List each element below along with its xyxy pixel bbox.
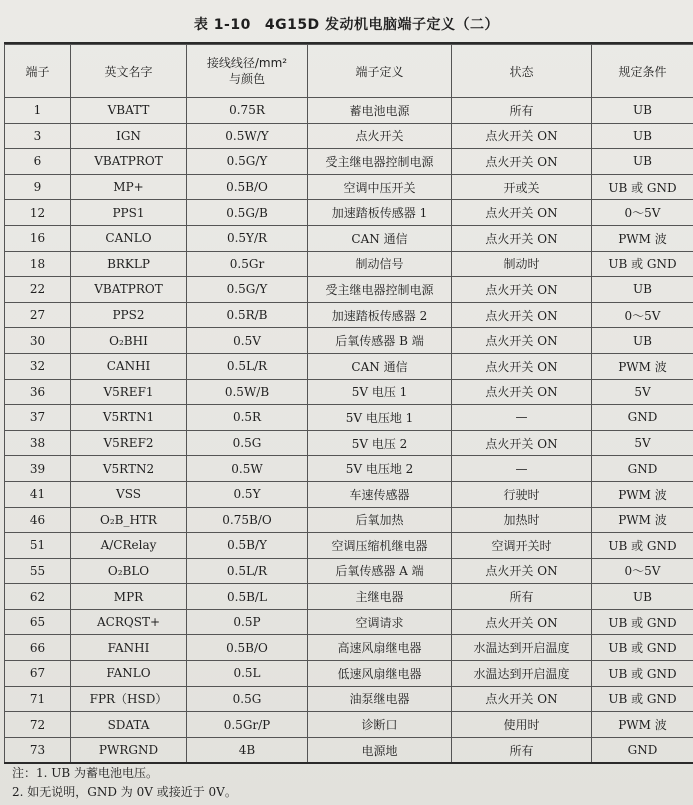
cell-condition: PWM 波 (592, 507, 693, 533)
cell-terminal: 46 (5, 507, 71, 533)
table-number: 表 1-10 (193, 17, 251, 33)
cell-definition: 电源地 (308, 737, 452, 763)
header-wire (187, 45, 308, 98)
cell-definition: 制动信号 (308, 251, 452, 277)
cell-wire: 0.5L (187, 661, 308, 687)
cell-terminal: 67 (5, 661, 71, 687)
cell-definition: 点火开关 (308, 123, 452, 149)
cell-state: 制动时 (452, 251, 592, 277)
cell-english-name: VBATPROT (71, 277, 187, 303)
cell-terminal: 41 (5, 481, 71, 507)
cell-state: 水温达到开启温度 (452, 661, 592, 687)
cell-wire: 0.5B/L (187, 584, 308, 610)
cell-state: 所有 (452, 98, 592, 124)
cell-english-name: MP+ (71, 174, 187, 200)
cell-english-name: VBATT (71, 98, 187, 124)
cell-condition: UB 或 GND (592, 661, 693, 687)
cell-wire: 0.5R (187, 405, 308, 431)
cell-definition: 受主继电器控制电源 (308, 149, 452, 175)
header-definition: 端子定义 (308, 45, 452, 98)
cell-english-name: CANLO (71, 225, 187, 251)
note-1: 注：1. UB 为蓄电池电压。 (12, 766, 159, 780)
cell-wire: 0.5G/Y (187, 149, 308, 175)
cell-state: 点火开关 ON (452, 149, 592, 175)
cell-state: 点火开关 ON (452, 200, 592, 226)
cell-state: 空调开关时 (452, 533, 592, 559)
cell-terminal: 38 (5, 430, 71, 456)
cell-condition: UB (592, 328, 693, 354)
cell-definition: 加速踏板传感器 2 (308, 302, 452, 328)
table-row (5, 456, 693, 482)
table-row (5, 379, 693, 405)
cell-state: 所有 (452, 584, 592, 610)
table-row (5, 353, 693, 379)
cell-terminal: 30 (5, 328, 71, 354)
cell-state: 加热时 (452, 507, 592, 533)
cell-english-name: IGN (71, 123, 187, 149)
cell-definition: 高速风扇继电器 (308, 635, 452, 661)
table-header-row (5, 45, 693, 98)
cell-english-name: O₂B_HTR (71, 507, 187, 533)
cell-wire: 0.5Y/R (187, 225, 308, 251)
cell-condition: UB (592, 584, 693, 610)
header-english-name: 英文名字 (71, 45, 187, 98)
cell-condition: GND (592, 737, 693, 763)
cell-condition: GND (592, 456, 693, 482)
note-2: 2. 如无说明，GND 为 0V 或接近于 0V。 (12, 785, 237, 799)
cell-wire: 0.5W (187, 456, 308, 482)
cell-english-name: CANHI (71, 353, 187, 379)
cell-condition: UB (592, 149, 693, 175)
cell-state: 点火开关 ON (452, 225, 592, 251)
cell-definition: 空调压缩机继电器 (308, 533, 452, 559)
cell-condition: PWM 波 (592, 353, 693, 379)
cell-wire: 0.5Gr (187, 251, 308, 277)
cell-definition: 受主继电器控制电源 (308, 277, 452, 303)
table-row (5, 302, 693, 328)
table-row (5, 174, 693, 200)
cell-condition: 0～5V (592, 558, 693, 584)
cell-english-name: FPR（HSD） (71, 686, 187, 712)
cell-state: 点火开关 ON (452, 686, 592, 712)
table-row (5, 661, 693, 687)
cell-condition: GND (592, 405, 693, 431)
header-wire-line2: 与颜色 (228, 72, 265, 86)
table-row (5, 584, 693, 610)
table-row (5, 200, 693, 226)
table-row (5, 251, 693, 277)
cell-definition: 5V 电压地 2 (308, 456, 452, 482)
cell-state: 点火开关 ON (452, 328, 592, 354)
cell-terminal: 39 (5, 456, 71, 482)
cell-state: 点火开关 ON (452, 302, 592, 328)
cell-condition: 0～5V (592, 302, 693, 328)
cell-english-name: FANHI (71, 635, 187, 661)
cell-terminal: 62 (5, 584, 71, 610)
table-row (5, 686, 693, 712)
cell-terminal: 18 (5, 251, 71, 277)
cell-wire: 0.5G/Y (187, 277, 308, 303)
cell-terminal: 72 (5, 712, 71, 738)
cell-terminal: 37 (5, 405, 71, 431)
cell-wire: 0.5Y (187, 481, 308, 507)
cell-state: 点火开关 ON (452, 609, 592, 635)
cell-terminal: 27 (5, 302, 71, 328)
cell-wire: 0.5B/Y (187, 533, 308, 559)
cell-wire: 0.75B/O (187, 507, 308, 533)
cell-definition: 油泵继电器 (308, 686, 452, 712)
cell-terminal: 6 (5, 149, 71, 175)
table-row (5, 149, 693, 175)
cell-definition: 5V 电压 2 (308, 430, 452, 456)
cell-wire: 0.5B/O (187, 174, 308, 200)
cell-definition: CAN 通信 (308, 353, 452, 379)
cell-terminal: 32 (5, 353, 71, 379)
cell-state: 水温达到开启温度 (452, 635, 592, 661)
cell-definition: 5V 电压地 1 (308, 405, 452, 431)
terminal-definition-table (4, 44, 693, 764)
table-row (5, 98, 693, 124)
cell-english-name: PPS1 (71, 200, 187, 226)
table-row (5, 533, 693, 559)
cell-definition: 蓄电池电源 (308, 98, 452, 124)
cell-condition: UB 或 GND (592, 174, 693, 200)
cell-wire: 0.5W/Y (187, 123, 308, 149)
cell-wire: 0.5R/B (187, 302, 308, 328)
cell-state: 使用时 (452, 712, 592, 738)
cell-definition: 5V 电压 1 (308, 379, 452, 405)
table-title-text: 4G15D 发动机电脑端子定义（二） (264, 17, 500, 33)
table-row (5, 558, 693, 584)
cell-definition: 空调请求 (308, 609, 452, 635)
cell-english-name: V5REF2 (71, 430, 187, 456)
cell-definition: 空调中压开关 (308, 174, 452, 200)
cell-terminal: 16 (5, 225, 71, 251)
cell-state: — (452, 405, 592, 431)
cell-definition: 车速传感器 (308, 481, 452, 507)
header-wire-line1: 接线线径/mm² (206, 56, 288, 70)
cell-english-name: O₂BLO (71, 558, 187, 584)
cell-terminal: 66 (5, 635, 71, 661)
table-row (5, 507, 693, 533)
cell-wire: 0.5V (187, 328, 308, 354)
header-state: 状态 (452, 45, 592, 98)
cell-condition: 0～5V (592, 200, 693, 226)
cell-definition: 诊断口 (308, 712, 452, 738)
cell-wire: 0.5B/O (187, 635, 308, 661)
cell-terminal: 12 (5, 200, 71, 226)
cell-terminal: 1 (5, 98, 71, 124)
cell-state: 点火开关 ON (452, 430, 592, 456)
cell-wire: 0.5P (187, 609, 308, 635)
table-row (5, 405, 693, 431)
table-title (0, 14, 693, 34)
cell-definition: 主继电器 (308, 584, 452, 610)
cell-condition: UB (592, 98, 693, 124)
cell-english-name: PPS2 (71, 302, 187, 328)
cell-definition: 加速踏板传感器 1 (308, 200, 452, 226)
cell-wire: 0.5L/R (187, 353, 308, 379)
table-row (5, 225, 693, 251)
cell-terminal: 3 (5, 123, 71, 149)
table-body (5, 98, 693, 764)
table-row (5, 712, 693, 738)
cell-condition: PWM 波 (592, 225, 693, 251)
cell-terminal: 51 (5, 533, 71, 559)
cell-terminal: 36 (5, 379, 71, 405)
cell-terminal: 73 (5, 737, 71, 763)
cell-state: 所有 (452, 737, 592, 763)
cell-english-name: FANLO (71, 661, 187, 687)
cell-wire: 4B (187, 737, 308, 763)
table-row (5, 481, 693, 507)
cell-state: 点火开关 ON (452, 379, 592, 405)
table-row (5, 328, 693, 354)
cell-terminal: 65 (5, 609, 71, 635)
cell-wire: 0.5W/B (187, 379, 308, 405)
cell-wire: 0.5G (187, 686, 308, 712)
table-row (5, 635, 693, 661)
cell-terminal: 9 (5, 174, 71, 200)
cell-english-name: V5REF1 (71, 379, 187, 405)
cell-state: 点火开关 ON (452, 558, 592, 584)
cell-condition: UB 或 GND (592, 635, 693, 661)
cell-english-name: VBATPROT (71, 149, 187, 175)
cell-english-name: V5RTN1 (71, 405, 187, 431)
cell-terminal: 71 (5, 686, 71, 712)
cell-condition: UB (592, 277, 693, 303)
cell-state: 点火开关 ON (452, 123, 592, 149)
cell-state: 行驶时 (452, 481, 592, 507)
cell-english-name: ACRQST+ (71, 609, 187, 635)
cell-wire: 0.5G (187, 430, 308, 456)
cell-condition: UB 或 GND (592, 609, 693, 635)
cell-condition: 5V (592, 379, 693, 405)
cell-english-name: V5RTN2 (71, 456, 187, 482)
cell-english-name: PWRGND (71, 737, 187, 763)
cell-condition: UB 或 GND (592, 533, 693, 559)
table-row (5, 609, 693, 635)
table-row (5, 123, 693, 149)
cell-definition: 后氧加热 (308, 507, 452, 533)
cell-condition: UB 或 GND (592, 251, 693, 277)
cell-condition: 5V (592, 430, 693, 456)
cell-state: 点火开关 ON (452, 353, 592, 379)
cell-english-name: O₂BHI (71, 328, 187, 354)
cell-wire: 0.75R (187, 98, 308, 124)
cell-wire: 0.5Gr/P (187, 712, 308, 738)
cell-english-name: SDATA (71, 712, 187, 738)
cell-definition: 后氧传感器 B 端 (308, 328, 452, 354)
cell-definition: 后氧传感器 A 端 (308, 558, 452, 584)
cell-condition: UB (592, 123, 693, 149)
table-row (5, 277, 693, 303)
cell-english-name: A/CRelay (71, 533, 187, 559)
cell-wire: 0.5G/B (187, 200, 308, 226)
table-notes (12, 764, 237, 802)
cell-condition: PWM 波 (592, 481, 693, 507)
table-row (5, 737, 693, 763)
cell-definition: 低速风扇继电器 (308, 661, 452, 687)
cell-state: 开或关 (452, 174, 592, 200)
cell-english-name: MPR (71, 584, 187, 610)
cell-english-name: BRKLP (71, 251, 187, 277)
cell-terminal: 22 (5, 277, 71, 303)
cell-english-name: VSS (71, 481, 187, 507)
table-row (5, 430, 693, 456)
cell-state: 点火开关 ON (452, 277, 592, 303)
cell-wire: 0.5L/R (187, 558, 308, 584)
header-terminal: 端子 (5, 45, 71, 98)
cell-terminal: 55 (5, 558, 71, 584)
header-condition: 规定条件 (592, 45, 693, 98)
cell-condition: PWM 波 (592, 712, 693, 738)
cell-condition: UB 或 GND (592, 686, 693, 712)
cell-definition: CAN 通信 (308, 225, 452, 251)
cell-state: — (452, 456, 592, 482)
